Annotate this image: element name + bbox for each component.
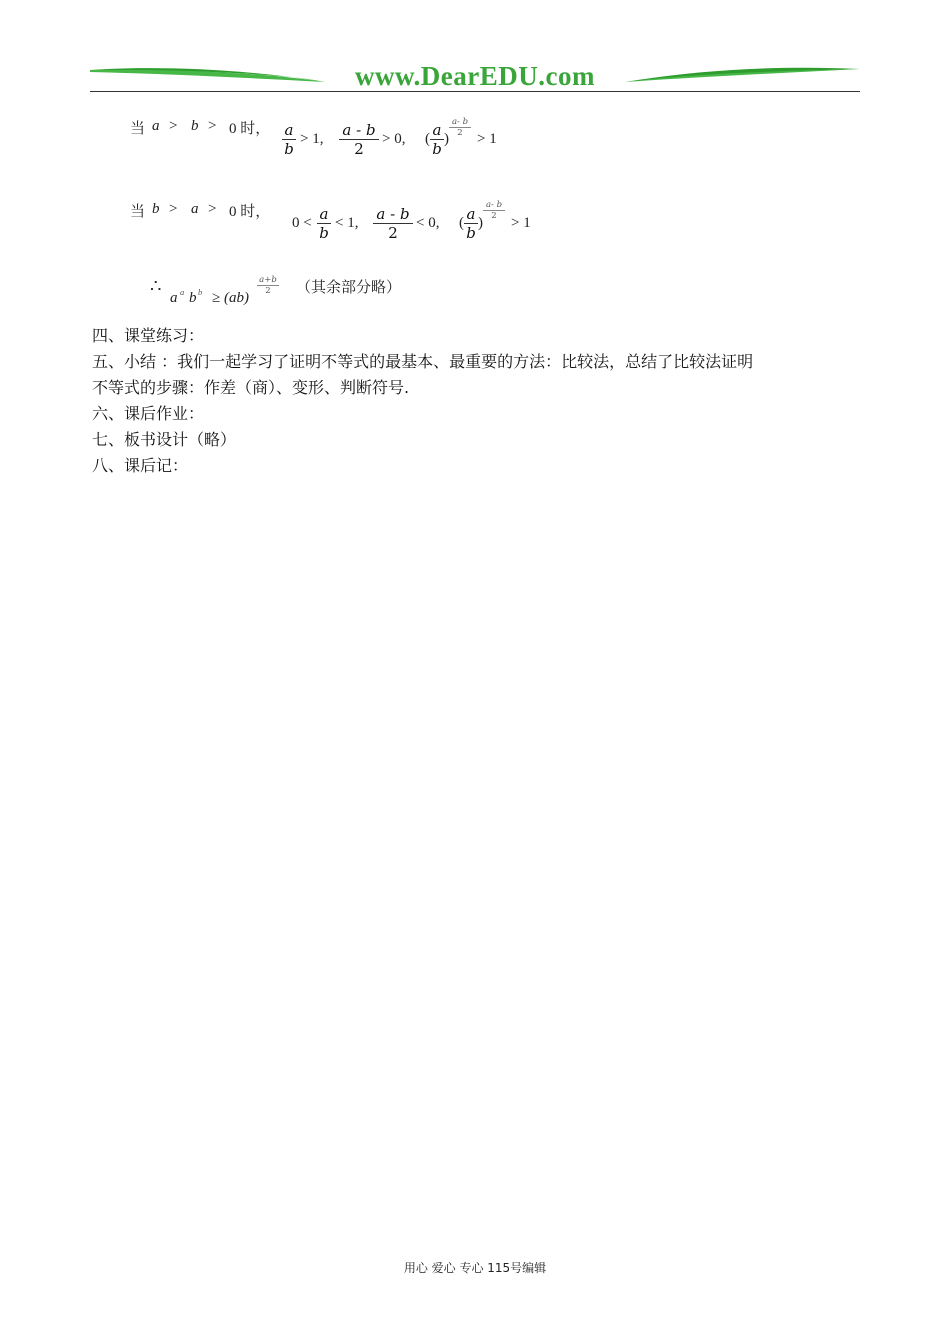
case1-pow-base-num: a [432,121,442,139]
case2-frac2-den: 2 [388,224,398,242]
case2-pow-exp-num: a- b [485,200,503,210]
case2-frac1-rel: < 1, [335,215,359,231]
case2-frac1-num: a [319,205,329,223]
case2-zero-when: 0 时， [229,204,271,220]
case1-pow-exp [449,117,471,138]
case2-var-a: a [191,201,199,217]
page-footer: 用心 爱心 专心 115号编辑 [403,1261,547,1275]
case2-pow-base [464,205,478,242]
case1-var-a: a [152,118,160,134]
case2-gt-2: > [208,201,217,217]
conclusion-b: b [189,290,197,306]
case1-pow-rel: > 1 [477,131,497,147]
case1-var-b: b [191,118,199,134]
logo-text: www.DearEDU.com [355,61,595,91]
case1-lparen: ( [425,131,430,147]
case2-frac1 [317,205,331,242]
section-5-line2: 不等式的步骤：作差（商）、变形、判断符号. [92,378,410,397]
case1-frac2-den: 2 [354,140,364,158]
case1-frac1-num: a [284,121,294,139]
case2-frac2-num: a - b [376,205,410,223]
case2-frac2 [373,205,413,242]
section-6: 六、课后作业： [92,404,205,423]
case1-prefix: 当 [130,121,146,137]
case1-frac2 [339,121,379,158]
case1-gt-1: > [169,118,178,134]
conclusion-exp-num: a+b [259,275,277,285]
case2-lead: 0 < [292,215,312,231]
case2-gt-1: > [169,201,178,217]
case2-pow-rel: > 1 [511,215,531,231]
header-rule [90,91,860,92]
conclusion-note: （其余部分略） [296,280,402,296]
case1-frac1 [282,121,296,158]
case2-var-b: b [152,201,160,217]
case2-frac1-den: b [319,224,329,242]
case2-rparen: ) [478,215,483,231]
conclusion-exp [257,275,279,296]
case1-frac1-rel: > 1, [300,131,324,147]
case1-frac2-rel: > 0, [382,131,406,147]
section-4: 四、课堂练习： [92,326,205,345]
conclusion-exp-den: 2 [265,286,271,296]
case1-gt-2: > [208,118,217,134]
case2-frac2-rel: < 0, [416,215,440,231]
section-8: 八、课后记： [92,456,189,475]
therefore-symbol: ∴ [150,276,162,296]
case1-pow-base [430,121,444,158]
header-logo [90,60,860,92]
case2-pow-base-den: b [466,224,476,242]
section-7: 七、板书设计（略） [92,430,237,449]
section-5-line1: 五、小结 ：我们一起学习了证明不等式的最基本、最重要的方法：比较法，总结了比较法证明 [92,352,754,371]
case2-pow-base-num: a [466,205,476,223]
case1-rparen: ) [444,131,449,147]
case1-zero-when: 0 时， [229,121,271,137]
conclusion-b-exp: b [198,287,203,297]
case2-pow-exp-den: 2 [491,211,497,221]
conclusion-a: a [170,290,178,306]
case1-frac2-num: a - b [342,121,376,139]
conclusion-rhs: ≥ (ab) [212,290,249,306]
case1-pow-exp-num: a- b [451,117,469,127]
case1-pow-exp-den: 2 [457,128,463,138]
case2-lparen: ( [459,215,464,231]
case1-frac1-den: b [284,140,294,158]
conclusion-a-exp: a [180,287,185,297]
case2-pow-exp [483,200,505,221]
case2-prefix: 当 [130,204,146,220]
case1-pow-base-den: b [432,140,442,158]
